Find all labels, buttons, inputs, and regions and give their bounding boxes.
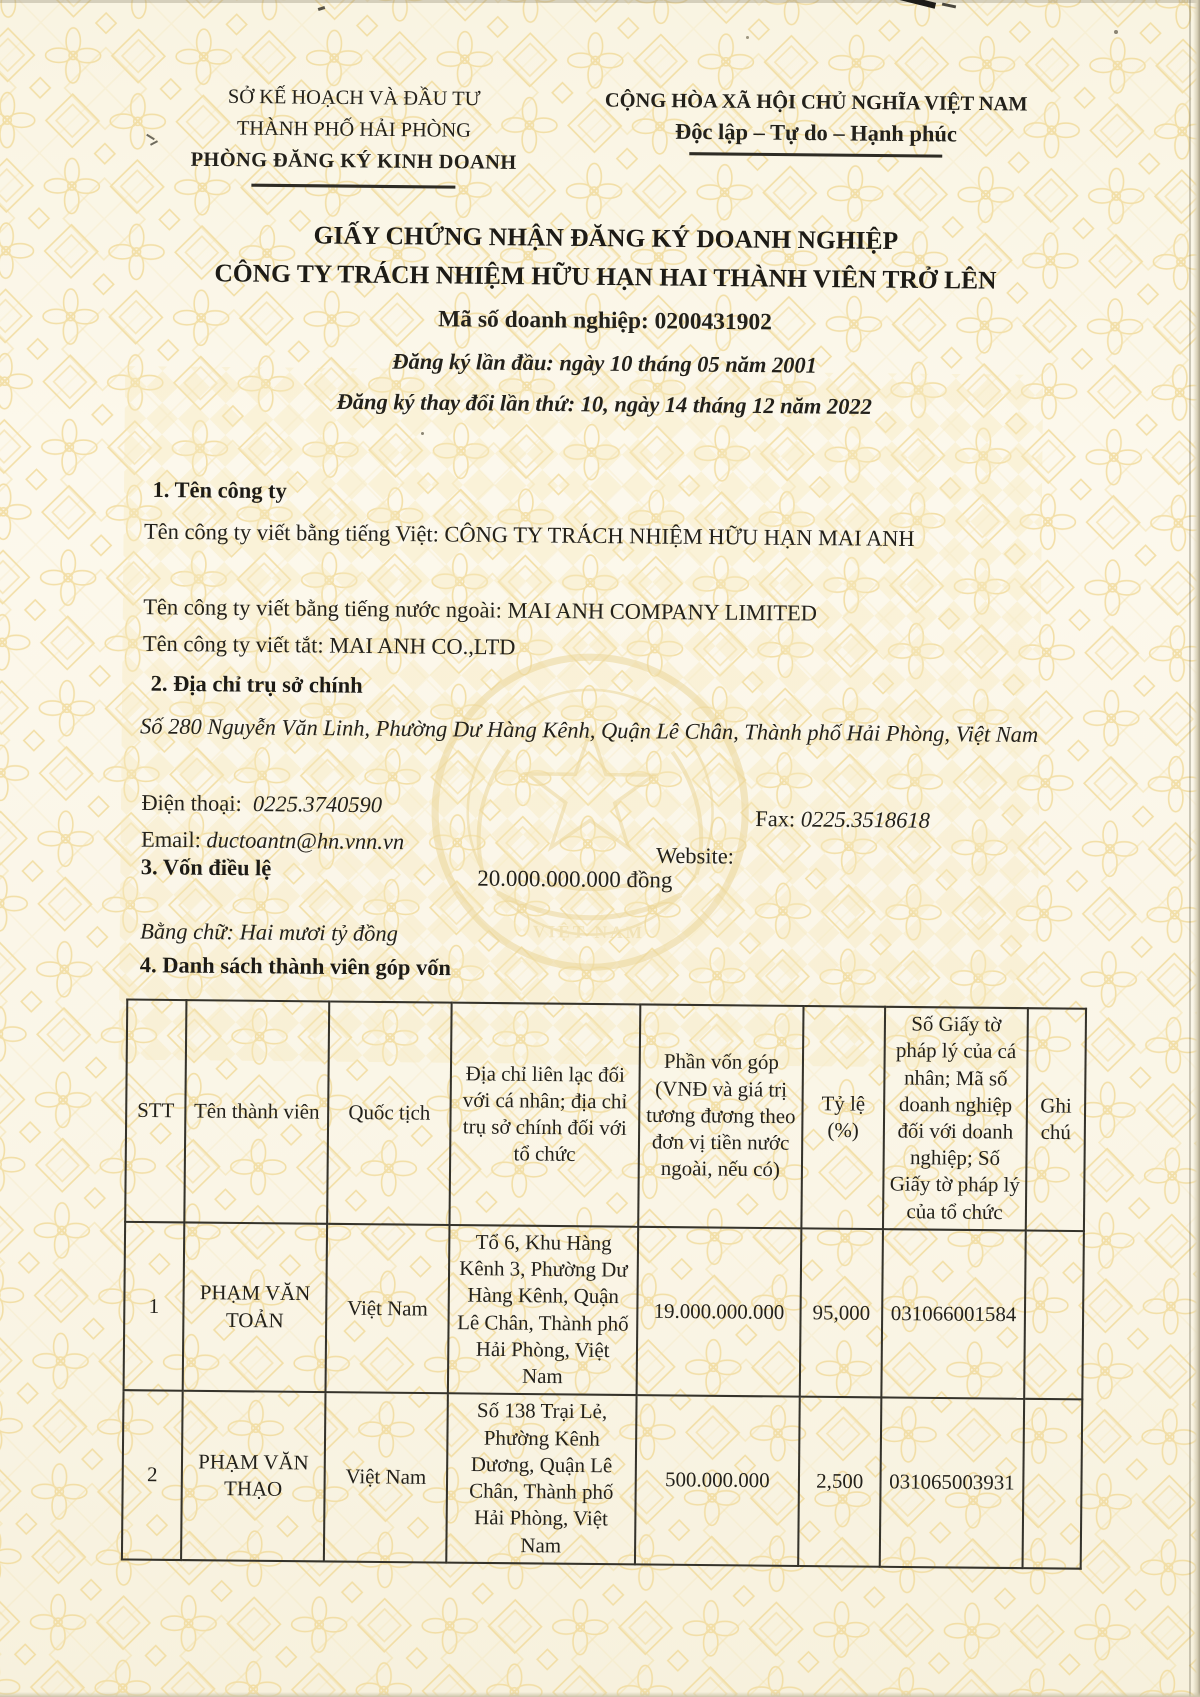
head-office-address: Số 280 Nguyễn Văn Linh, Phường Dư Hàng Kênh, Quận Lê Chân, Thành phố Hải Phòng, Việt Nam [139, 713, 1039, 748]
col-header-nationality: Quốc tịch [327, 1001, 452, 1225]
cell-id-number: 031066001584 [881, 1229, 1025, 1399]
cell-address: Tổ 6, Khu Hàng Kênh 3, Phường Dư Hàng Kênh, Quận Lê Chân, Thành phố Hải Phòng, Việt Nam [448, 1225, 638, 1396]
section3-heading: 3. Vốn điều lệ [140, 853, 272, 881]
phone-line [141, 786, 382, 821]
cell-ratio: 2,500 [798, 1397, 881, 1566]
amended-registration: Đăng ký thay đổi lần thứ: 10, ngày 14 tháng 12 năm 2022 [336, 388, 873, 420]
foreign-name-value: MAI ANH COMPANY LIMITED [507, 597, 818, 626]
abbreviated-name-value: MAI ANH CO.,LTD [329, 632, 516, 660]
motto-line2: Độc lập – Tự do – Hạnh phúc [674, 118, 958, 147]
col-header-ratio: Tỷ lệ (%) [801, 1006, 885, 1229]
scan-speck [746, 36, 749, 39]
phone-value: 0225.3740590 [252, 790, 383, 818]
scan-speck [1114, 30, 1118, 34]
cell-stt: 1 [124, 1222, 185, 1391]
cell-note [1024, 1231, 1084, 1400]
cell-capital: 500.000.000 [635, 1396, 800, 1566]
foreign-name-label: Tên công ty viết bằng tiếng nước ngoài: [143, 593, 503, 623]
emblem-label: VIỆT NAM [532, 922, 646, 943]
cell-id-number: 031065003931 [880, 1398, 1024, 1568]
email-line [141, 823, 404, 858]
section4-heading: 4. Danh sách thành viên góp vốn [139, 951, 452, 981]
cell-ratio: 95,000 [800, 1228, 883, 1397]
issuing-authority-block [190, 81, 517, 189]
email-label: Email: [140, 826, 202, 853]
cell-note [1023, 1399, 1083, 1568]
issuer-line1: SỞ KẾ HOẠCH VÀ ĐẦU TƯ [227, 85, 481, 111]
website-label: Website: [655, 842, 735, 869]
members-table [121, 998, 1087, 1569]
national-emblem-watermark [420, 642, 760, 982]
scan-edge-right [1193, 0, 1200, 1697]
member-row-2 [122, 1391, 1082, 1569]
cell-name: PHẠM VĂN THẠO [181, 1391, 325, 1561]
col-header-capital: Phần vốn góp (VNĐ và giá trị tương đương theo đơn vị tiền nước ngoài, nếu có) [638, 1004, 803, 1228]
col-header-stt: STT [125, 1000, 186, 1223]
col-header-note: Ghi chú [1026, 1008, 1086, 1231]
cell-name: PHẠM VĂN TOẢN [183, 1222, 327, 1392]
fax-value: 0225.3518618 [800, 806, 930, 833]
col-header-legal-papers: Số Giấy tờ pháp lý của cá nhân; Mã số doanh nghiệp đối với doanh nghiệp; Số Giấy tờ pháp lý của tổ chức [883, 1007, 1028, 1231]
scan-speck [421, 432, 424, 435]
vietnamese-name-label: Tên công ty viết bằng tiếng Việt: [143, 518, 440, 547]
scan-edge-top [0, 0, 1200, 3]
abbreviated-name-label: Tên công ty viết tắt: [142, 630, 324, 658]
email-value: ductoantn@hn.vnn.vn [206, 826, 405, 855]
cell-capital: 19.000.000.000 [637, 1227, 802, 1397]
member-row-1 [124, 1222, 1084, 1400]
scan-line-right [1189, 0, 1191, 1697]
cell-nationality: Việt Nam [324, 1393, 448, 1563]
motto-line1: CỘNG HÒA XÃ HỘI CHỦ NGHĨA VIỆT NAM [604, 89, 1028, 116]
vietnamese-name-value: CÔNG TY TRÁCH NHIỆM HỮU HẠN MAI ANH [444, 521, 915, 552]
first-registration: Đăng ký lần đầu: ngày 10 tháng 05 năm 2001 [392, 348, 818, 378]
issuer-line2: THÀNH PHỐ HẢI PHÒNG [236, 117, 472, 142]
scan-edge-bottom [0, 1692, 1200, 1697]
col-header-name: Tên thành viên [184, 1000, 329, 1224]
enterprise-code: Mã số doanh nghiệp: 0200431902 [438, 305, 773, 335]
issuer-line3: PHÒNG ĐĂNG KÝ KINH DOANH [190, 148, 517, 174]
cell-address: Số 138 Trại Lẻ, Phường Kênh Dương, Quận Lê Chân, Thành phố Hải Phòng, Việt Nam [446, 1394, 636, 1565]
table-header-row [125, 1000, 1086, 1232]
cell-stt: 2 [122, 1391, 183, 1560]
fax-label: Fax: [755, 805, 796, 832]
phone-label: Điện thoại: [141, 789, 242, 816]
title-line1: GIẤY CHỨNG NHẬN ĐĂNG KÝ DOANH NGHIỆP [313, 221, 899, 256]
charter-capital-amount: 20.000.000.000 đồng [477, 865, 673, 893]
certificate-title [0, 214, 1200, 302]
title-line2: CÔNG TY TRÁCH NHIỆM HỮU HẠN HAI THÀNH VIÊN TRỞ LÊN [214, 259, 997, 295]
cell-nationality: Việt Nam [325, 1224, 449, 1394]
section1-heading: 1. Tên công ty [152, 476, 287, 504]
national-motto-block [566, 89, 1066, 159]
section2-heading: 2. Địa chỉ trụ sở chính [150, 670, 363, 698]
in-words-label: Bằng chữ: [140, 918, 235, 945]
in-words-value: Hai mươi tỷ đồng [239, 918, 399, 947]
capital-in-words-line [140, 915, 398, 950]
fax-line [755, 803, 930, 837]
col-header-address: Địa chỉ liên lạc đối với cá nhân; địa chỉ trụ sở chính đối với tổ chức [449, 1003, 640, 1227]
